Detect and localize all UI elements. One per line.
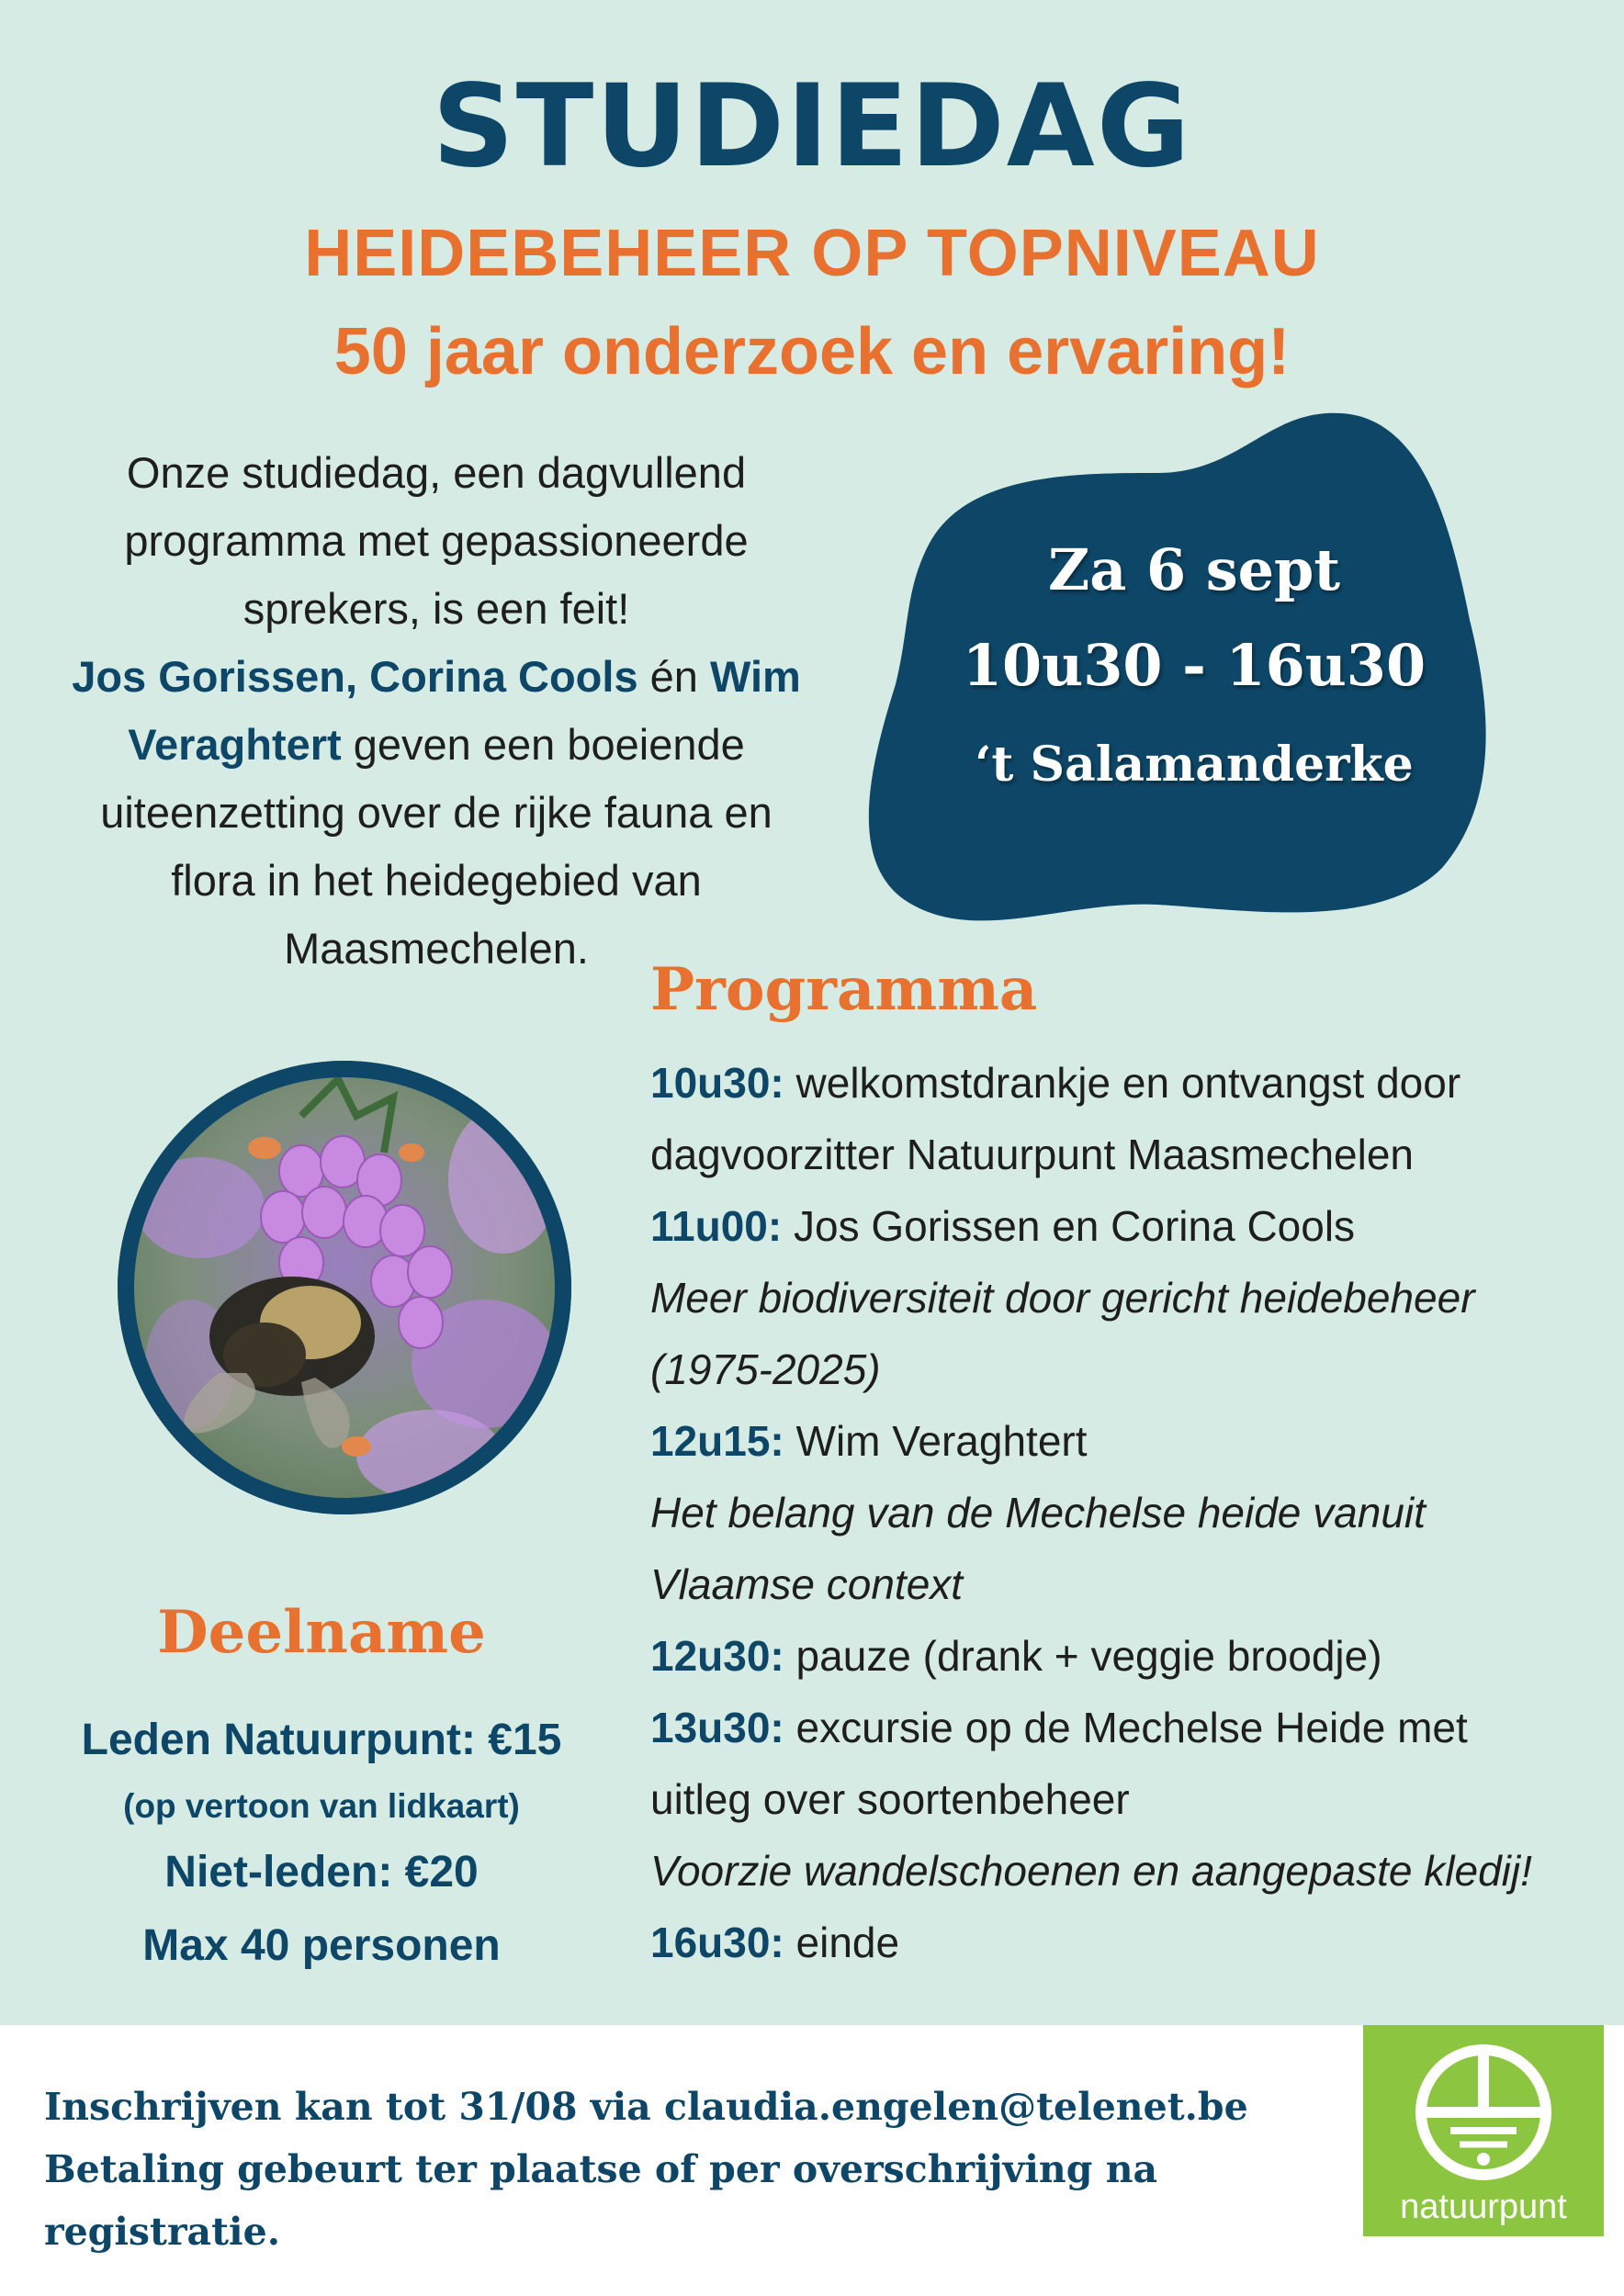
program-heading: Programma (650, 955, 1038, 1024)
participation-heading: Deelname (157, 1598, 486, 1667)
program-item-talk-title: Meer biodiversiteit door gericht heidebeheer (650, 1274, 1475, 1322)
program-item-note: Voorzie wandelschoenen en aangepaste kledij! (650, 1847, 1532, 1895)
program-time: 10u30: (650, 1059, 784, 1107)
event-time: 10u30 - 16u30 (962, 632, 1427, 699)
participation-info (18, 1704, 625, 1983)
event-date: Za 6 sept (1047, 536, 1341, 603)
program-item: dagvoorzitter Natuurpunt Maasmechelen (650, 1131, 1415, 1178)
program-item (650, 1047, 1596, 1119)
natuurpunt-logo (1363, 2025, 1604, 2236)
program-item-talk-title: (1975-2025) (650, 1345, 881, 1393)
and-word: én (649, 652, 698, 701)
intro-line: uiteenzetting over de rijke fauna en (100, 788, 773, 837)
program-time: 12u15: (650, 1417, 784, 1465)
program-item (650, 1190, 1596, 1262)
intro-line (55, 711, 818, 779)
intro-line: Onze studiedag, een dagvullend (126, 448, 747, 497)
event-details (919, 528, 1470, 811)
program-list (650, 1047, 1596, 1978)
intro-line: programma met gepassioneerde (124, 516, 749, 565)
program-item (650, 1620, 1596, 1692)
program-item-talk-title: Het belang van de Mechelse heide vanuit (650, 1489, 1426, 1536)
bumblebee-on-heather-photo (118, 1061, 571, 1514)
subtitle-50-jaar: 50 jaar onderzoek en ervaring! (333, 315, 1291, 388)
page-title: STUDIEDAG (432, 61, 1192, 193)
max-participants: Max 40 personen (142, 1921, 501, 1970)
intro-line: flora in het heidegebied van (171, 856, 702, 905)
program-time: 16u30: (650, 1919, 784, 1966)
speaker-veraghtert: Veraghtert (128, 720, 342, 769)
logo-text: natuurpunt (1400, 2188, 1567, 2226)
payment-line: Betaling gebeurt ter plaatse of per overschrijving na registratie. (44, 2147, 1158, 2254)
speaker-jos-gorissen: Jos Gorissen, (72, 652, 358, 701)
program-time: 12u30: (650, 1632, 784, 1680)
event-location: ‘t Salamanderke (975, 737, 1414, 793)
program-text: Wim Veraghtert (795, 1417, 1088, 1465)
natuurpunt-logo-icon (1363, 2025, 1604, 2186)
program-text: excursie op de Mechelse Heide met (795, 1704, 1468, 1751)
program-text: Jos Gorissen en Corina Cools (794, 1202, 1356, 1250)
intro-text (55, 439, 818, 983)
price-members: Leden Natuurpunt: €15 (81, 1716, 562, 1764)
speaker-wim: Wim (710, 652, 801, 701)
program-item-talk-title: Vlaamse context (650, 1560, 964, 1608)
program-item (650, 1405, 1596, 1477)
program-text: einde (795, 1919, 900, 1966)
program-item (650, 1692, 1596, 1763)
photo-svg (118, 1061, 571, 1514)
intro-speakers-line (55, 643, 818, 711)
intro-line: Maasmechelen. (284, 924, 589, 973)
price-members-note: (op vertoon van lidkaart) (123, 1787, 520, 1825)
intro-line: sprekers, is een feit! (242, 584, 630, 633)
price-non-members: Niet-leden: €20 (164, 1848, 479, 1896)
program-item (650, 1907, 1596, 1978)
program-time: 11u00: (650, 1202, 783, 1250)
registration-info (44, 2076, 1330, 2263)
program-text: welkomstdrankje en ontvangst door (795, 1059, 1461, 1107)
program-item: uitleg over soortenbeheer (650, 1775, 1130, 1823)
registration-line: Inschrijven kan tot 31/08 via claudia.engelen@telenet.be (44, 2085, 1248, 2129)
program-time: 13u30: (650, 1704, 784, 1751)
program-text: pauze (drank + veggie broodje) (795, 1632, 1382, 1680)
intro-line-rest: geven een boeiende (353, 720, 745, 769)
speaker-corina-cools: Corina Cools (369, 652, 638, 701)
subtitle-heidebeheer: HEIDEBEHEER OP TOPNIVEAU (304, 217, 1320, 290)
